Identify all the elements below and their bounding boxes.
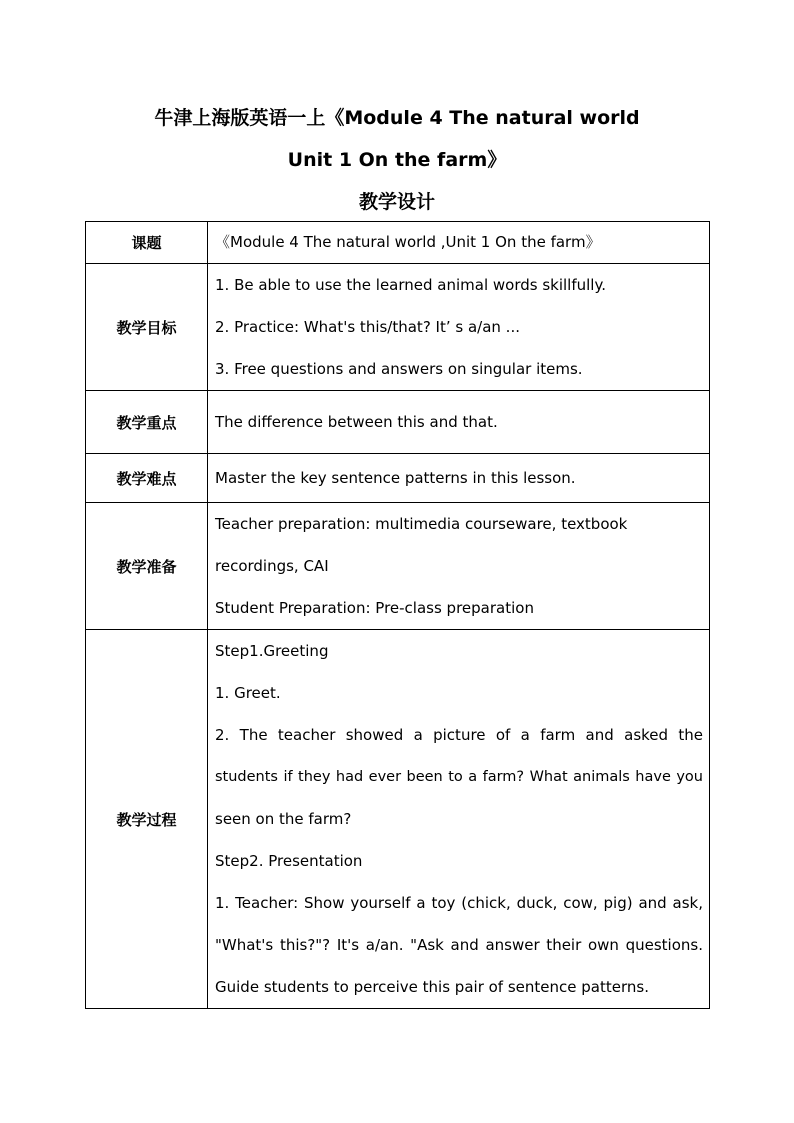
objective-line: 1. Be able to use the learned animal words skillfully.: [215, 276, 606, 294]
key-point-line: The difference between this and that.: [215, 413, 498, 431]
process-line: "What's this?"? It's a/an. "Ask and answer their own questions.: [215, 936, 703, 954]
preparation-line: Teacher preparation: multimedia courseware, textbook: [215, 515, 628, 533]
row-label-key-points: 教学重点: [86, 391, 208, 454]
row-content-process: [208, 630, 710, 1009]
process-line: 2. The teacher showed a picture of a farm and asked the: [215, 726, 703, 744]
preparation-line: Student Preparation: Pre-class preparation: [215, 599, 534, 617]
row-label-preparation: 教学准备: [86, 503, 208, 630]
table-row-process: [86, 630, 710, 1009]
row-label-topic: 课题: [86, 222, 208, 264]
table-row-preparation: [86, 503, 710, 630]
objective-line: 3. Free questions and answers on singular items.: [215, 360, 583, 378]
row-content-key-points: [208, 391, 710, 454]
process-line: Guide students to perceive this pair of sentence patterns.: [215, 978, 649, 996]
process-line: 1. Teacher: Show yourself a toy (chick, duck, cow, pig) and ask,: [215, 894, 703, 912]
topic-line: 《Module 4 The natural world ,Unit 1 On the farm》: [215, 233, 601, 251]
process-line: seen on the farm?: [215, 810, 352, 828]
difficulty-line: Master the key sentence patterns in this lesson.: [215, 469, 576, 487]
table-row-key-points: [86, 391, 710, 454]
table-row-difficulties: [86, 454, 710, 503]
table-row-objectives: [86, 264, 710, 391]
preparation-line: recordings, CAI: [215, 557, 329, 575]
document-title: 牛津上海版英语一上《Module 4 The natural world: [154, 107, 640, 129]
process-line: Step1.Greeting: [215, 642, 329, 660]
process-line: 1. Greet.: [215, 684, 281, 702]
objective-line: 2. Practice: What's this/that? It’ s a/an ...: [215, 318, 520, 336]
document-subtitle: Unit 1 On the farm》: [287, 149, 507, 171]
process-line: Step2. Presentation: [215, 852, 363, 870]
process-line: students if they had ever been to a farm? What animals have you: [215, 769, 703, 785]
row-label-objectives: 教学目标: [86, 264, 208, 391]
row-content-preparation: [208, 503, 710, 630]
document-heading: 教学设计: [358, 191, 435, 213]
row-label-difficulties: 教学难点: [86, 454, 208, 503]
lesson-plan-table: [85, 221, 710, 1009]
row-content-difficulties: [208, 454, 710, 503]
row-content-objectives: [208, 264, 710, 391]
table-row-topic: [86, 222, 710, 264]
row-content-topic: [208, 222, 710, 264]
row-label-process: 教学过程: [86, 630, 208, 1009]
